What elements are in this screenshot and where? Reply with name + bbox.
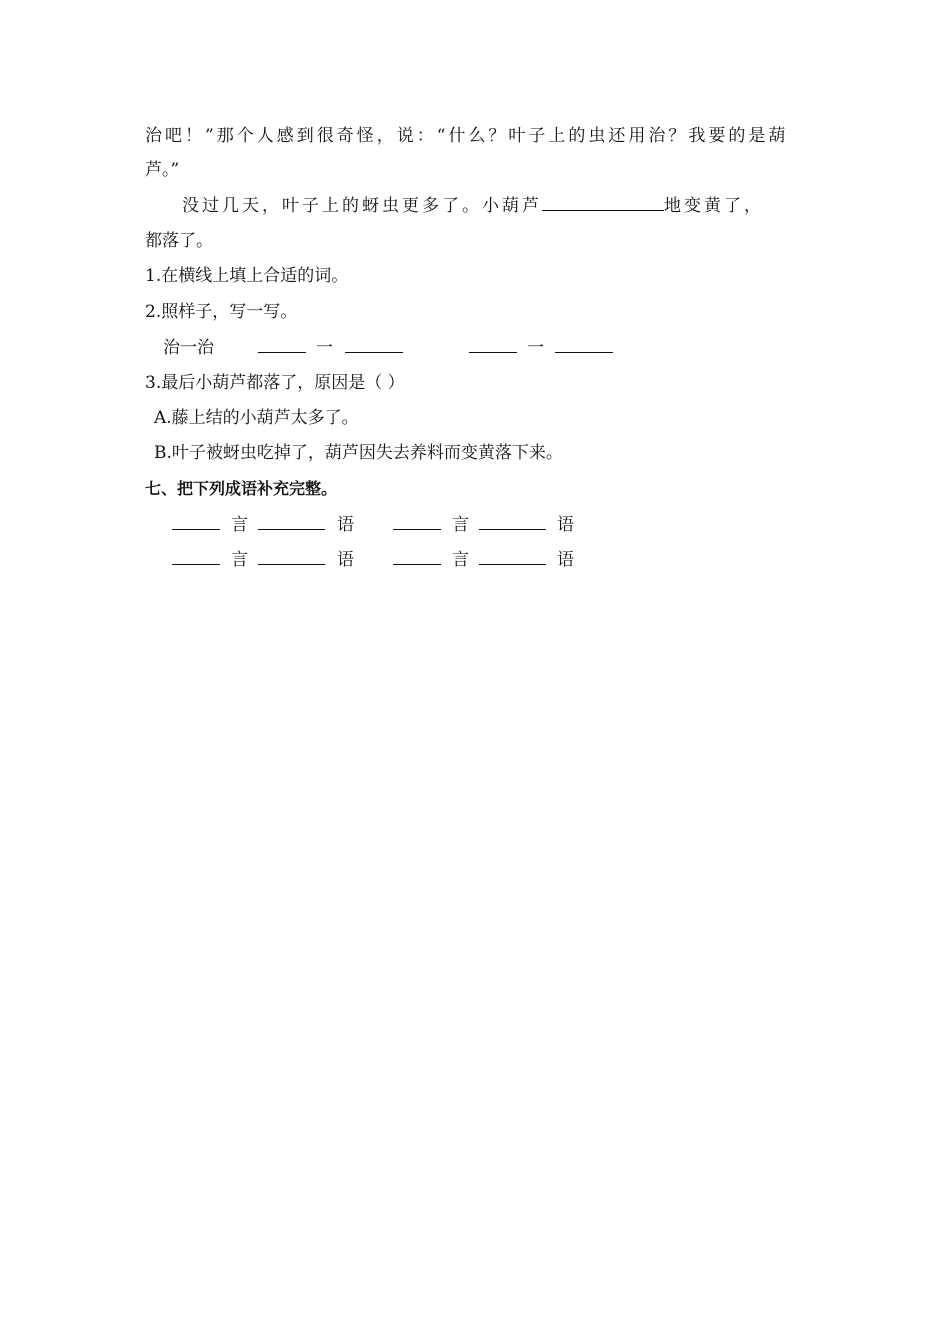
section-7-heading: 七、把下列成语补充完整。 [145,479,338,498]
question-2-row [0,336,950,360]
q2-blank-1[interactable] [258,336,306,353]
passage-line-3-after: 地变黄了， [664,196,764,216]
idiom-blank[interactable] [393,513,441,530]
idiom-char-yu: 语 [337,550,354,570]
idiom-blank[interactable] [479,548,546,565]
idiom-blank[interactable] [172,548,220,565]
question-1: 1.在横线上填上合适的词。 [145,266,349,286]
q2-blank-3[interactable] [469,336,517,353]
q2-example: 治一治 [163,338,214,358]
idiom-char-yan: 言 [231,515,248,535]
q2-blank-4[interactable] [555,336,613,353]
question-3-option-b: B.叶子被蚜虫吃掉了，葫芦因失去养料而变黄落下来。 [154,443,563,463]
q2-blank-2[interactable] [345,336,403,353]
question-3: 3.最后小葫芦都落了，原因是（ ） [145,373,405,393]
idiom-blank[interactable] [393,548,441,565]
idiom-row-1 [0,513,950,537]
idiom-blank[interactable] [258,513,325,530]
idiom-char-yu: 语 [557,550,574,570]
idiom-char-yan: 言 [452,515,469,535]
q2-dash-1: 一 [316,338,333,358]
idiom-blank[interactable] [258,548,325,565]
fill-blank-adverb[interactable] [542,194,664,211]
idiom-row-2 [0,548,950,572]
passage-line-4: 都落了。 [145,231,213,251]
passage-line-3 [182,194,764,218]
idiom-blank[interactable] [479,513,546,530]
question-2: 2.照样子，写一写。 [145,302,298,322]
idiom-char-yu: 语 [557,515,574,535]
passage-line-1: 治吧！”那个人感到很奇怪，说：“什么？叶子上的虫还用治？我要的是葫 [145,126,789,146]
q2-dash-2: 一 [527,338,544,358]
passage-line-2: 芦。” [145,160,180,180]
question-3-option-a: A.藤上结的小葫芦太多了。 [154,408,359,428]
idiom-char-yan: 言 [231,550,248,570]
passage-line-3-before: 没过几天，叶子上的蚜虫更多了。小葫芦 [182,196,542,216]
idiom-char-yu: 语 [337,515,354,535]
idiom-char-yan: 言 [452,550,469,570]
idiom-blank[interactable] [172,513,220,530]
